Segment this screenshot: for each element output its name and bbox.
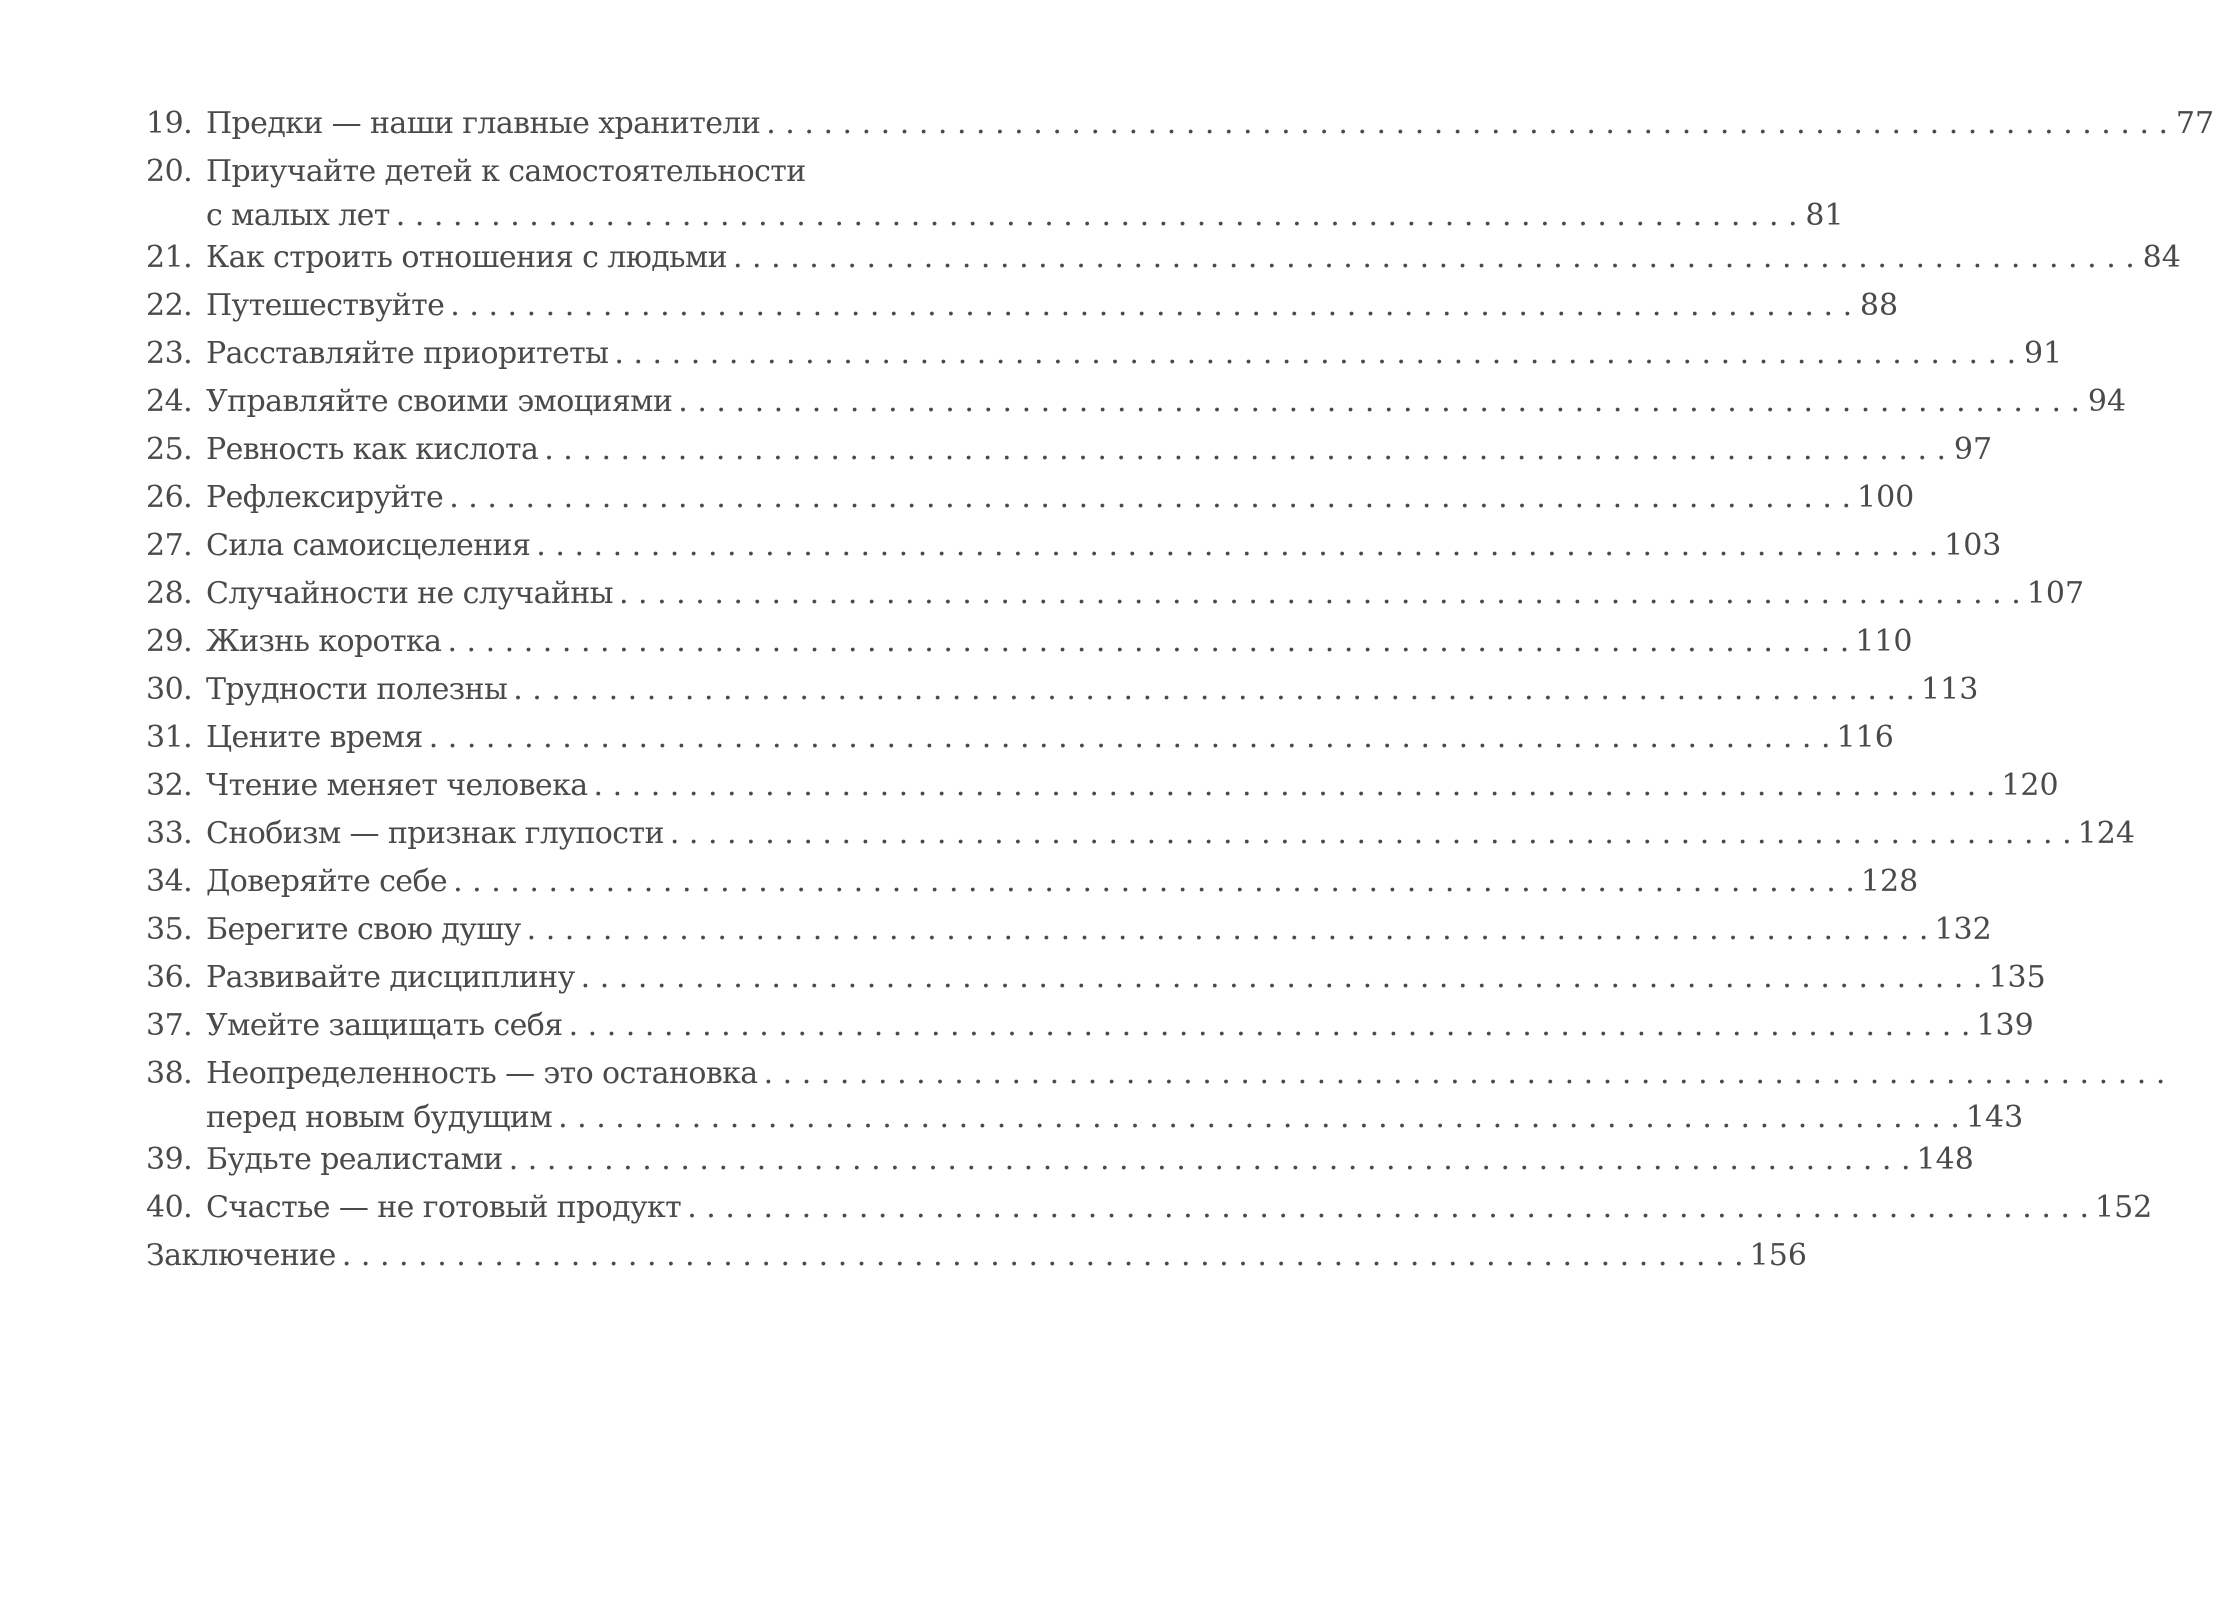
toc-entry-34[interactable] bbox=[146, 858, 1919, 906]
toc-entry-25[interactable] bbox=[146, 426, 1993, 474]
toc-entry-title: Счастье — не готовый продукт bbox=[206, 1190, 682, 1225]
toc-entry-page: 88 bbox=[1859, 288, 1899, 323]
toc-entry-number: 23. bbox=[146, 336, 193, 371]
dot-leader bbox=[447, 618, 1849, 666]
toc-entry-page: 120 bbox=[2001, 768, 2059, 803]
toc-entry-30[interactable] bbox=[146, 666, 1979, 714]
toc-entry-22[interactable] bbox=[146, 282, 1899, 330]
toc-entry-35[interactable] bbox=[146, 906, 1992, 954]
dot-leader bbox=[536, 522, 1938, 570]
dot-leader bbox=[342, 1232, 1744, 1280]
toc-entry-number: 27. bbox=[146, 528, 193, 563]
toc-entry-number: 40. bbox=[146, 1190, 193, 1225]
dot-leader bbox=[450, 282, 1852, 330]
toc-entry-page: 152 bbox=[2095, 1190, 2153, 1225]
toc-entry-28[interactable] bbox=[146, 570, 2085, 618]
toc-entry-title: Сила самоисцеления bbox=[206, 528, 531, 563]
toc-entry-title: Чтение меняет человека bbox=[206, 768, 588, 803]
toc-entry-title: Заключение bbox=[146, 1238, 336, 1273]
toc-entry-title: Умейте защищать себя bbox=[206, 1008, 563, 1043]
toc-entry-number: 20. bbox=[146, 154, 193, 189]
toc-entry-title: Доверяйте себе bbox=[206, 864, 448, 899]
dot-leader bbox=[594, 762, 1996, 810]
toc-entry-title: Снобизм — признак глупости bbox=[206, 816, 664, 851]
toc-entry-20[interactable] bbox=[146, 148, 1844, 234]
toc-entry-number: 21. bbox=[146, 240, 193, 275]
toc-entry-40[interactable] bbox=[146, 1184, 2153, 1232]
toc-entry-title-continued: перед новым будущим bbox=[206, 1100, 553, 1135]
toc-entry-title: Цените время bbox=[206, 720, 423, 755]
toc-entry-title: Рефлексируйте bbox=[206, 480, 444, 515]
dot-leader bbox=[678, 378, 2080, 426]
toc-entry-number: 32. bbox=[146, 768, 193, 803]
toc-entry-number: 39. bbox=[146, 1142, 193, 1177]
toc-entry-37[interactable] bbox=[146, 1002, 2034, 1050]
dot-leader bbox=[614, 330, 2016, 378]
toc-entry-number: 31. bbox=[146, 720, 193, 755]
toc-entry-number: 28. bbox=[146, 576, 193, 611]
toc-entry-title: Приучайте детей к самостоятельности bbox=[206, 154, 806, 189]
dot-leader bbox=[569, 1002, 1971, 1050]
dot-leader bbox=[670, 810, 2072, 858]
toc-entry-title: Предки — наши главные хранители bbox=[206, 106, 761, 141]
toc-entry-title: Будьте реалистами bbox=[206, 1142, 503, 1177]
dot-leader bbox=[581, 954, 1983, 1002]
dot-leader bbox=[429, 714, 1831, 762]
toc-entry-page: 77 bbox=[2175, 106, 2214, 141]
dot-leader bbox=[687, 1184, 2089, 1232]
toc-entry-24[interactable] bbox=[146, 378, 2127, 426]
dot-leader bbox=[513, 666, 1915, 714]
toc-entry-number: 38. bbox=[146, 1056, 193, 1091]
toc-entry-31[interactable] bbox=[146, 714, 1894, 762]
toc-entry-number: 26. bbox=[146, 480, 193, 515]
dot-leader bbox=[764, 1050, 2166, 1098]
toc-entry-page: 148 bbox=[1916, 1142, 1974, 1177]
dot-leader bbox=[766, 100, 2168, 148]
toc-entry-number: 19. bbox=[146, 106, 193, 141]
toc-entry-conclusion[interactable] bbox=[146, 1232, 1807, 1280]
toc-entry-title: Управляйте своими эмоциями bbox=[206, 384, 673, 419]
toc-entry-title: Неопределенность — это остановка bbox=[206, 1056, 758, 1091]
toc-entry-number: 33. bbox=[146, 816, 193, 851]
toc-entry-19[interactable] bbox=[146, 100, 2214, 148]
toc-entry-number: 24. bbox=[146, 384, 193, 419]
dot-leader bbox=[619, 570, 2021, 618]
toc-entry-title: Как строить отношения с людьми bbox=[206, 240, 727, 275]
toc-entry-title: Жизнь коротка bbox=[206, 624, 442, 659]
toc-entry-page: 81 bbox=[1805, 198, 1844, 233]
dot-leader bbox=[453, 858, 1855, 906]
toc-entry-number: 37. bbox=[146, 1008, 193, 1043]
toc-entry-number: 35. bbox=[146, 912, 193, 947]
toc-entry-page: 113 bbox=[1921, 672, 1979, 707]
toc-entry-page: 107 bbox=[2026, 576, 2085, 611]
toc-entry-title-continued: с малых лет bbox=[206, 198, 390, 233]
toc-entry-page: 143 bbox=[1965, 1100, 2024, 1135]
dot-leader bbox=[733, 234, 2135, 282]
toc-entry-page: 116 bbox=[1836, 720, 1894, 755]
toc-entry-number: 34. bbox=[146, 864, 193, 899]
dot-leader bbox=[396, 192, 1798, 240]
toc-entry-page: 110 bbox=[1855, 624, 1913, 659]
toc-entry-page: 139 bbox=[1976, 1008, 2034, 1043]
toc-entry-39[interactable] bbox=[146, 1136, 1974, 1184]
toc-entry-number: 29. bbox=[146, 624, 193, 659]
toc-entry-26[interactable] bbox=[146, 474, 1915, 522]
toc-entry-page: 100 bbox=[1857, 480, 1915, 515]
toc-entry-number: 25. bbox=[146, 432, 193, 467]
toc-entry-page: 94 bbox=[2087, 384, 2127, 419]
toc-entry-page: 132 bbox=[1934, 912, 1992, 947]
toc-entry-page: 84 bbox=[2142, 240, 2181, 275]
toc-entry-page: 128 bbox=[1860, 864, 1919, 899]
dot-leader bbox=[544, 426, 1946, 474]
table-of-contents bbox=[146, 100, 2214, 1280]
toc-entry-page: 91 bbox=[2024, 336, 2063, 371]
toc-entry-page: 156 bbox=[1749, 1238, 1807, 1273]
toc-entry-27[interactable] bbox=[146, 522, 2002, 570]
dot-leader bbox=[527, 906, 1929, 954]
toc-entry-page: 124 bbox=[2077, 816, 2135, 851]
dot-leader bbox=[558, 1094, 1960, 1142]
toc-entry-38[interactable] bbox=[146, 1050, 2024, 1136]
toc-entry-title: Путешествуйте bbox=[206, 288, 445, 323]
toc-entry-title: Расставляйте приоритеты bbox=[206, 336, 609, 371]
toc-entry-title: Случайности не случайны bbox=[206, 576, 613, 611]
toc-entry-29[interactable] bbox=[146, 618, 1913, 666]
toc-entry-title: Берегите свою душу bbox=[206, 912, 521, 947]
toc-entry-33[interactable] bbox=[146, 810, 2135, 858]
toc-entry-page: 135 bbox=[1988, 960, 2046, 995]
toc-entry-36[interactable] bbox=[146, 954, 2046, 1002]
toc-entry-number: 36. bbox=[146, 960, 193, 995]
toc-entry-23[interactable] bbox=[146, 330, 2063, 378]
toc-entry-number: 30. bbox=[146, 672, 193, 707]
toc-entry-title: Развивайте дисциплину bbox=[206, 960, 575, 995]
toc-entry-title: Трудности полезны bbox=[206, 672, 508, 707]
toc-entry-page: 103 bbox=[1944, 528, 2002, 563]
toc-entry-page: 97 bbox=[1953, 432, 1993, 467]
toc-entry-32[interactable] bbox=[146, 762, 2059, 810]
dot-leader bbox=[509, 1136, 1911, 1184]
dot-leader bbox=[449, 474, 1851, 522]
toc-entry-title: Ревность как кислота bbox=[206, 432, 539, 467]
toc-entry-21[interactable] bbox=[146, 234, 2181, 282]
toc-entry-number: 22. bbox=[146, 288, 193, 323]
